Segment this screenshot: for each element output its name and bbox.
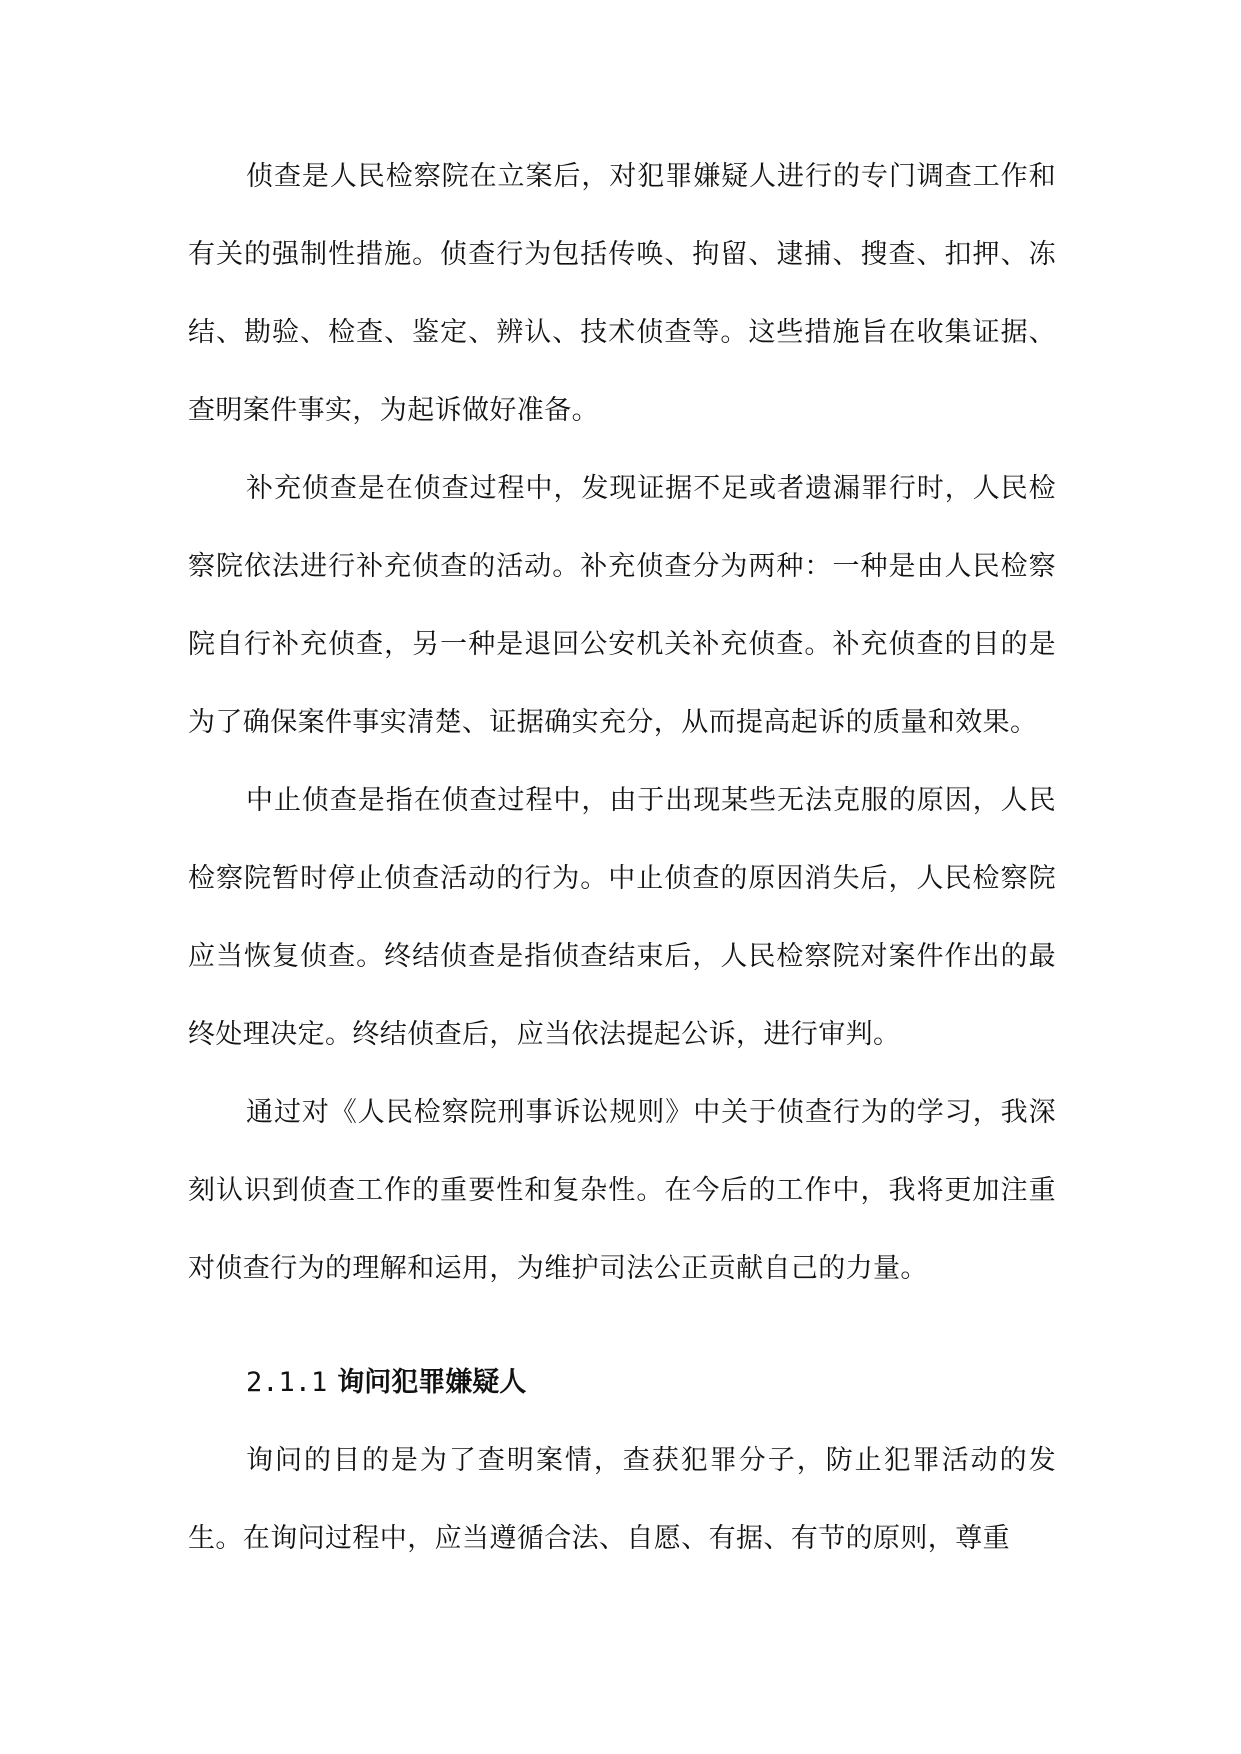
section-number: 2.1.1 <box>246 1367 328 1398</box>
paragraph-investigation: 侦查是人民检察院在立案后，对犯罪嫌疑人进行的专门调查工作和有关的强制性措施。侦查行为包括传唤、拘留、逮捕、搜查、扣押、冻结、勘验、检查、鉴定、辨认、技术侦查等。这些措施旨在收集证据、查明案件事实，为起诉做好准备。 <box>188 161 1056 426</box>
paragraph-suspension-investigation: 中止侦查是指在侦查过程中，由于出现某些无法克服的原因，人民检察院暂时停止侦查活动的行为。中止侦查的原因消失后，人民检察院应当恢复侦查。终结侦查是指侦查结束后，人民检察院对案件作出的最终处理决定。终结侦查后，应当依法提起公诉，进行审判。 <box>188 785 1056 1050</box>
paragraph-interrogation: 询问的目的是为了查明案情，查获犯罪分子，防止犯罪活动的发生。在询问过程中，应当遵循合法、自愿、有据、有节的原则，尊重 <box>188 1445 1056 1554</box>
document-page <box>188 138 1056 1578</box>
section-heading <box>188 1344 1056 1422</box>
paragraph-supplementary-investigation: 补充侦查是在侦查过程中，发现证据不足或者遗漏罪行时，人民检察院依法进行补充侦查的活动。补充侦查分为两种：一种是由人民检察院自行补充侦查，另一种是退回公安机关补充侦查。补充侦查的目的是为了确保案件事实清楚、证据确实充分，从而提高起诉的质量和效果。 <box>188 473 1056 738</box>
paragraph-conclusion: 通过对《人民检察院刑事诉讼规则》中关于侦查行为的学习，我深刻认识到侦查工作的重要性和复杂性。在今后的工作中，我将更加注重对侦查行为的理解和运用，为维护司法公正贡献自己的力量。 <box>188 1097 1056 1284</box>
section-title: 询问犯罪嫌疑人 <box>337 1367 527 1398</box>
